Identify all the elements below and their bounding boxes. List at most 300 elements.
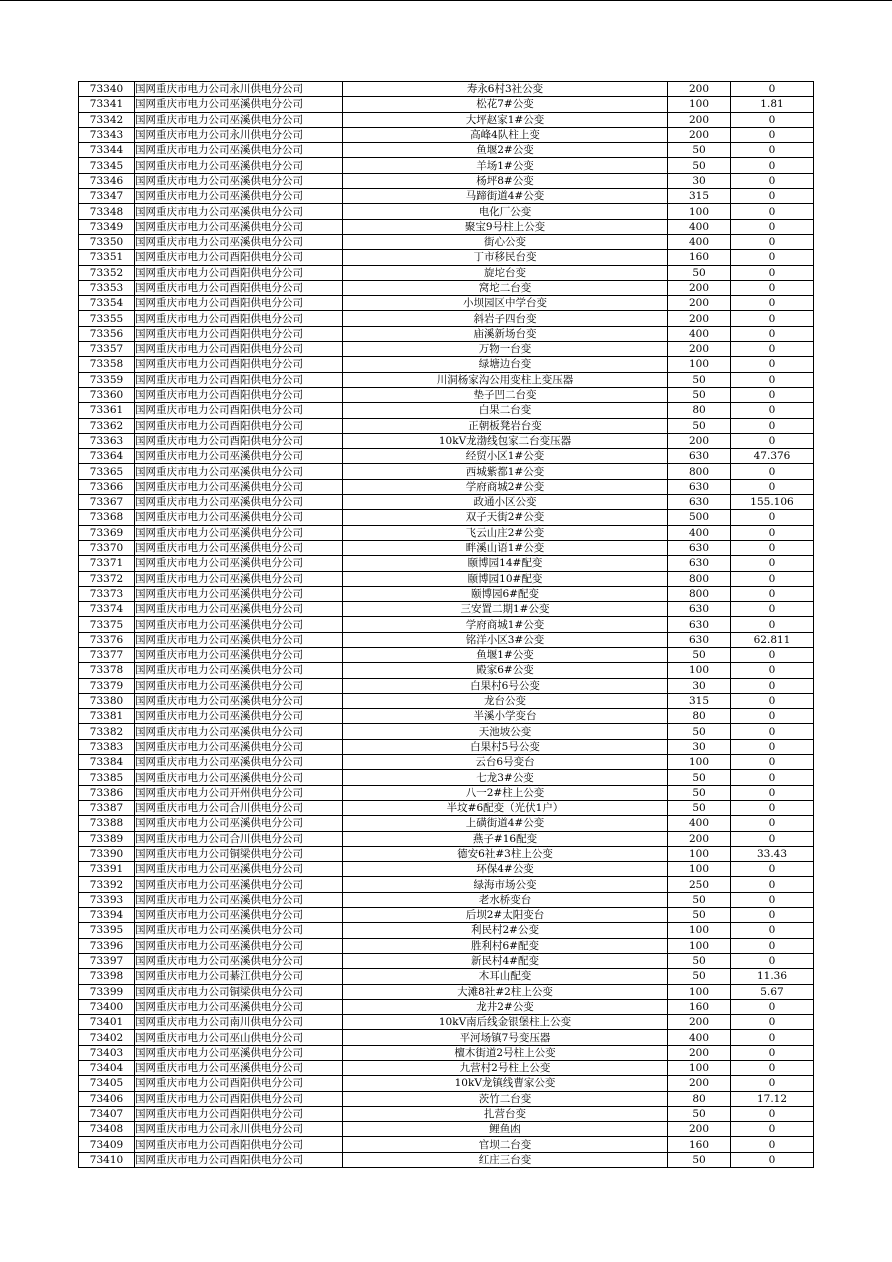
row-id-cell: 73357 [79, 342, 135, 357]
table-row [79, 495, 814, 510]
transformer-name-cell: 平河场镇7号变压器 [343, 1030, 668, 1045]
company-cell: 国网重庆市电力公司巫溪供电分公司 [135, 678, 343, 693]
company-cell: 国网重庆市电力公司巫溪供电分公司 [135, 495, 343, 510]
transformer-name-cell: 10kV龙镇线曹家公变 [343, 1076, 668, 1091]
transformer-name-cell: 环保4#公变 [343, 862, 668, 877]
row-id-cell: 73373 [79, 586, 135, 601]
transformer-name-cell: 铭洋小区3#公变 [343, 632, 668, 647]
table-row [79, 189, 814, 204]
transformer-name-cell: 飞云山庄2#公变 [343, 525, 668, 540]
data-table [78, 81, 814, 1168]
table-row [79, 785, 814, 800]
row-id-cell: 73372 [79, 571, 135, 586]
row-id-cell: 73352 [79, 265, 135, 280]
value-cell: 0 [731, 1106, 814, 1121]
table-row [79, 755, 814, 770]
row-id-cell: 73407 [79, 1106, 135, 1121]
row-id-cell: 73359 [79, 372, 135, 387]
company-cell: 国网重庆市电力公司巫溪供电分公司 [135, 632, 343, 647]
transformer-name-cell: 红庄三台变 [343, 1152, 668, 1167]
value-cell: 0 [731, 219, 814, 234]
capacity-cell: 200 [668, 296, 731, 311]
row-id-cell: 73347 [79, 189, 135, 204]
company-cell: 国网重庆市电力公司酉阳供电分公司 [135, 1152, 343, 1167]
row-id-cell: 73400 [79, 999, 135, 1014]
row-id-cell: 73344 [79, 143, 135, 158]
row-id-cell: 73349 [79, 219, 135, 234]
capacity-cell: 200 [668, 1045, 731, 1060]
value-cell: 0 [731, 908, 814, 923]
capacity-cell: 30 [668, 739, 731, 754]
value-cell: 0 [731, 1030, 814, 1045]
company-cell: 国网重庆市电力公司酉阳供电分公司 [135, 372, 343, 387]
transformer-name-cell: 利民村2#公变 [343, 923, 668, 938]
transformer-name-cell: 垫子凹二台变 [343, 387, 668, 402]
transformer-name-cell: 大坪赵家1#公变 [343, 112, 668, 127]
company-cell: 国网重庆市电力公司巫溪供电分公司 [135, 479, 343, 494]
table-row [79, 82, 814, 97]
row-id-cell: 73376 [79, 632, 135, 647]
company-cell: 国网重庆市电力公司巫溪供电分公司 [135, 571, 343, 586]
company-cell: 国网重庆市电力公司巫溪供电分公司 [135, 862, 343, 877]
value-cell: 0 [731, 479, 814, 494]
row-id-cell: 73408 [79, 1122, 135, 1137]
table-row [79, 770, 814, 785]
capacity-cell: 400 [668, 326, 731, 341]
transformer-name-cell: 德安6社#3柱上公变 [343, 846, 668, 861]
table-row [79, 892, 814, 907]
company-cell: 国网重庆市电力公司南川供电分公司 [135, 1015, 343, 1030]
transformer-name-cell: 马蹄街道4#公变 [343, 189, 668, 204]
row-id-cell: 73345 [79, 158, 135, 173]
transformer-name-cell: 九营村2号柱上公变 [343, 1061, 668, 1076]
row-id-cell: 73386 [79, 785, 135, 800]
company-cell: 国网重庆市电力公司酉阳供电分公司 [135, 296, 343, 311]
value-cell: 0 [731, 1015, 814, 1030]
capacity-cell: 100 [668, 862, 731, 877]
company-cell: 国网重庆市电力公司巫溪供电分公司 [135, 938, 343, 953]
capacity-cell: 500 [668, 510, 731, 525]
transformer-name-cell: 寿永6村3社公变 [343, 82, 668, 97]
capacity-cell: 630 [668, 479, 731, 494]
table-row [79, 464, 814, 479]
table-row [79, 158, 814, 173]
row-id-cell: 73358 [79, 357, 135, 372]
transformer-name-cell: 三安置二期1#公变 [343, 602, 668, 617]
value-cell: 0 [731, 892, 814, 907]
row-id-cell: 73391 [79, 862, 135, 877]
value-cell: 0 [731, 127, 814, 142]
company-cell: 国网重庆市电力公司酉阳供电分公司 [135, 418, 343, 433]
capacity-cell: 630 [668, 556, 731, 571]
row-id-cell: 73382 [79, 724, 135, 739]
table-row [79, 938, 814, 953]
row-id-cell: 73341 [79, 97, 135, 112]
value-cell: 17.12 [731, 1091, 814, 1106]
capacity-cell: 315 [668, 693, 731, 708]
value-cell: 0 [731, 357, 814, 372]
transformer-name-cell: 胜利村6#配变 [343, 938, 668, 953]
table-row [79, 862, 814, 877]
row-id-cell: 73365 [79, 464, 135, 479]
company-cell: 国网重庆市电力公司开州供电分公司 [135, 785, 343, 800]
row-id-cell: 73346 [79, 173, 135, 188]
capacity-cell: 100 [668, 938, 731, 953]
value-cell: 0 [731, 693, 814, 708]
value-cell: 0 [731, 510, 814, 525]
row-id-cell: 73397 [79, 953, 135, 968]
table-row [79, 387, 814, 402]
capacity-cell: 200 [668, 433, 731, 448]
table-row [79, 127, 814, 142]
table-row [79, 586, 814, 601]
transformer-name-cell: 绿塘边台变 [343, 357, 668, 372]
capacity-cell: 50 [668, 372, 731, 387]
table-row [79, 357, 814, 372]
value-cell: 0 [731, 204, 814, 219]
value-cell: 33.43 [731, 846, 814, 861]
capacity-cell: 160 [668, 250, 731, 265]
capacity-cell: 100 [668, 1061, 731, 1076]
table-row [79, 510, 814, 525]
value-cell: 0 [731, 418, 814, 433]
transformer-name-cell: 电化厂公变 [343, 204, 668, 219]
table-row [79, 1045, 814, 1060]
transformer-name-cell: 半溪小学变台 [343, 709, 668, 724]
transformer-name-cell: 檀木街道2号柱上公变 [343, 1045, 668, 1060]
capacity-cell: 50 [668, 770, 731, 785]
value-cell: 0 [731, 953, 814, 968]
company-cell: 国网重庆市电力公司铜梁供电分公司 [135, 846, 343, 861]
company-cell: 国网重庆市电力公司酉阳供电分公司 [135, 250, 343, 265]
transformer-name-cell: 颐博园14#配变 [343, 556, 668, 571]
company-cell: 国网重庆市电力公司巫溪供电分公司 [135, 663, 343, 678]
value-cell: 0 [731, 265, 814, 280]
company-cell: 国网重庆市电力公司酉阳供电分公司 [135, 387, 343, 402]
row-id-cell: 73392 [79, 877, 135, 892]
transformer-name-cell: 半坟#6配变（光伏1户） [343, 800, 668, 815]
capacity-cell: 50 [668, 892, 731, 907]
value-cell: 0 [731, 433, 814, 448]
company-cell: 国网重庆市电力公司巫溪供电分公司 [135, 1061, 343, 1076]
row-id-cell: 73348 [79, 204, 135, 219]
capacity-cell: 200 [668, 1015, 731, 1030]
row-id-cell: 73342 [79, 112, 135, 127]
table-row [79, 265, 814, 280]
page-top-rule [0, 0, 892, 1]
value-cell: 155.106 [731, 495, 814, 510]
transformer-name-cell: 羊场1#公变 [343, 158, 668, 173]
transformer-name-cell: 殿家6#公变 [343, 663, 668, 678]
table-row [79, 296, 814, 311]
table-row [79, 403, 814, 418]
row-id-cell: 73353 [79, 280, 135, 295]
capacity-cell: 315 [668, 189, 731, 204]
capacity-cell: 100 [668, 755, 731, 770]
transformer-name-cell: 木耳山配变 [343, 969, 668, 984]
capacity-cell: 50 [668, 647, 731, 662]
company-cell: 国网重庆市电力公司酉阳供电分公司 [135, 1091, 343, 1106]
company-cell: 国网重庆市电力公司巫溪供电分公司 [135, 617, 343, 632]
value-cell: 62.811 [731, 632, 814, 647]
transformer-name-cell: 窝坨二台变 [343, 280, 668, 295]
value-cell: 0 [731, 862, 814, 877]
company-cell: 国网重庆市电力公司酉阳供电分公司 [135, 1106, 343, 1121]
value-cell: 0 [731, 709, 814, 724]
capacity-cell: 630 [668, 632, 731, 647]
table-row [79, 663, 814, 678]
table-row [79, 953, 814, 968]
row-id-cell: 73377 [79, 647, 135, 662]
company-cell: 国网重庆市电力公司巫溪供电分公司 [135, 693, 343, 708]
table-row [79, 816, 814, 831]
row-id-cell: 73388 [79, 816, 135, 831]
capacity-cell: 50 [668, 158, 731, 173]
capacity-cell: 100 [668, 663, 731, 678]
row-id-cell: 73384 [79, 755, 135, 770]
row-id-cell: 73406 [79, 1091, 135, 1106]
table-row [79, 250, 814, 265]
value-cell: 0 [731, 143, 814, 158]
transformer-name-cell: 松花7#公变 [343, 97, 668, 112]
capacity-cell: 800 [668, 571, 731, 586]
table-row [79, 724, 814, 739]
table-row [79, 739, 814, 754]
capacity-cell: 100 [668, 97, 731, 112]
capacity-cell: 50 [668, 265, 731, 280]
table-row [79, 204, 814, 219]
table-row [79, 479, 814, 494]
table-row [79, 678, 814, 693]
transformer-name-cell: 庙溪新场台变 [343, 326, 668, 341]
value-cell: 0 [731, 1122, 814, 1137]
table-row [79, 173, 814, 188]
row-id-cell: 73409 [79, 1137, 135, 1152]
table-row [79, 632, 814, 647]
table-row [79, 693, 814, 708]
capacity-cell: 30 [668, 678, 731, 693]
capacity-cell: 800 [668, 464, 731, 479]
row-id-cell: 73360 [79, 387, 135, 402]
table-row [79, 525, 814, 540]
capacity-cell: 200 [668, 1122, 731, 1137]
transformer-name-cell: 燕子#16配变 [343, 831, 668, 846]
company-cell: 国网重庆市电力公司綦江供电分公司 [135, 969, 343, 984]
value-cell: 0 [731, 464, 814, 479]
row-id-cell: 73405 [79, 1076, 135, 1091]
value-cell: 0 [731, 831, 814, 846]
row-id-cell: 73374 [79, 602, 135, 617]
value-cell: 0 [731, 234, 814, 249]
table-row [79, 1076, 814, 1091]
row-id-cell: 73380 [79, 693, 135, 708]
capacity-cell: 80 [668, 709, 731, 724]
capacity-cell: 100 [668, 204, 731, 219]
row-id-cell: 73396 [79, 938, 135, 953]
capacity-cell: 800 [668, 586, 731, 601]
transformer-name-cell: 万物一台变 [343, 342, 668, 357]
row-id-cell: 73366 [79, 479, 135, 494]
transformer-name-cell: 鱼堰2#公变 [343, 143, 668, 158]
table-row [79, 1030, 814, 1045]
value-cell: 0 [731, 617, 814, 632]
company-cell: 国网重庆市电力公司巫溪供电分公司 [135, 770, 343, 785]
transformer-name-cell: 云台6号变台 [343, 755, 668, 770]
transformer-name-cell: 双子天街2#公变 [343, 510, 668, 525]
row-id-cell: 73402 [79, 1030, 135, 1045]
value-cell: 0 [731, 112, 814, 127]
company-cell: 国网重庆市电力公司巫溪供电分公司 [135, 647, 343, 662]
value-cell: 0 [731, 602, 814, 617]
company-cell: 国网重庆市电力公司巫溪供电分公司 [135, 97, 343, 112]
capacity-cell: 200 [668, 82, 731, 97]
capacity-cell: 50 [668, 785, 731, 800]
table-row [79, 923, 814, 938]
capacity-cell: 200 [668, 127, 731, 142]
capacity-cell: 160 [668, 999, 731, 1014]
transformer-name-cell: 七龙3#公变 [343, 770, 668, 785]
transformer-name-cell: 大滩8社#2柱上公变 [343, 984, 668, 999]
capacity-cell: 160 [668, 1137, 731, 1152]
transformer-name-cell: 上磺街道4#公变 [343, 816, 668, 831]
capacity-cell: 50 [668, 418, 731, 433]
value-cell: 0 [731, 785, 814, 800]
company-cell: 国网重庆市电力公司酉阳供电分公司 [135, 1076, 343, 1091]
company-cell: 国网重庆市电力公司巫溪供电分公司 [135, 510, 343, 525]
company-cell: 国网重庆市电力公司巫山供电分公司 [135, 1030, 343, 1045]
company-cell: 国网重庆市电力公司酉阳供电分公司 [135, 357, 343, 372]
company-cell: 国网重庆市电力公司巫溪供电分公司 [135, 953, 343, 968]
transformer-name-cell: 高峰4队柱上变 [343, 127, 668, 142]
table-row [79, 1015, 814, 1030]
transformer-name-cell: 白果村5号公变 [343, 739, 668, 754]
value-cell: 0 [731, 755, 814, 770]
row-id-cell: 73390 [79, 846, 135, 861]
row-id-cell: 73404 [79, 1061, 135, 1076]
transformer-name-cell: 天池坡公变 [343, 724, 668, 739]
row-id-cell: 73370 [79, 540, 135, 555]
company-cell: 国网重庆市电力公司巫溪供电分公司 [135, 158, 343, 173]
capacity-cell: 630 [668, 540, 731, 555]
table-row [79, 143, 814, 158]
value-cell: 0 [731, 250, 814, 265]
row-id-cell: 73398 [79, 969, 135, 984]
company-cell: 国网重庆市电力公司巫溪供电分公司 [135, 602, 343, 617]
row-id-cell: 73383 [79, 739, 135, 754]
row-id-cell: 73394 [79, 908, 135, 923]
company-cell: 国网重庆市电力公司永川供电分公司 [135, 127, 343, 142]
value-cell: 0 [731, 586, 814, 601]
capacity-cell: 50 [668, 1152, 731, 1167]
table-body [79, 82, 814, 1168]
company-cell: 国网重庆市电力公司巫溪供电分公司 [135, 877, 343, 892]
transformer-name-cell: 老水桥变台 [343, 892, 668, 907]
value-cell: 0 [731, 938, 814, 953]
company-cell: 国网重庆市电力公司巫溪供电分公司 [135, 1045, 343, 1060]
capacity-cell: 100 [668, 846, 731, 861]
company-cell: 国网重庆市电力公司铜梁供电分公司 [135, 984, 343, 999]
company-cell: 国网重庆市电力公司巫溪供电分公司 [135, 556, 343, 571]
company-cell: 国网重庆市电力公司巫溪供电分公司 [135, 189, 343, 204]
company-cell: 国网重庆市电力公司永川供电分公司 [135, 82, 343, 97]
company-cell: 国网重庆市电力公司巫溪供电分公司 [135, 923, 343, 938]
capacity-cell: 630 [668, 617, 731, 632]
capacity-cell: 200 [668, 112, 731, 127]
row-id-cell: 73355 [79, 311, 135, 326]
value-cell: 0 [731, 158, 814, 173]
transformer-name-cell: 10kV南后线金银堡柱上公变 [343, 1015, 668, 1030]
table-row [79, 984, 814, 999]
table-row [79, 831, 814, 846]
capacity-cell: 400 [668, 816, 731, 831]
row-id-cell: 73401 [79, 1015, 135, 1030]
row-id-cell: 73387 [79, 800, 135, 815]
table-row [79, 112, 814, 127]
company-cell: 国网重庆市电力公司巫溪供电分公司 [135, 999, 343, 1014]
value-cell: 0 [731, 403, 814, 418]
transformer-name-cell: 后坝2#太阳变台 [343, 908, 668, 923]
row-id-cell: 73364 [79, 449, 135, 464]
row-id-cell: 73399 [79, 984, 135, 999]
transformer-name-cell: 鲤鱼凼 [343, 1122, 668, 1137]
table-row [79, 571, 814, 586]
value-cell: 0 [731, 280, 814, 295]
transformer-name-cell: 龙台公变 [343, 693, 668, 708]
table-row [79, 908, 814, 923]
value-cell: 0 [731, 372, 814, 387]
row-id-cell: 73356 [79, 326, 135, 341]
table-row [79, 969, 814, 984]
company-cell: 国网重庆市电力公司巫溪供电分公司 [135, 234, 343, 249]
table-row [79, 449, 814, 464]
table-row [79, 1122, 814, 1137]
value-cell: 0 [731, 647, 814, 662]
value-cell: 0 [731, 342, 814, 357]
table-row [79, 617, 814, 632]
table-row [79, 602, 814, 617]
value-cell: 0 [731, 556, 814, 571]
transformer-name-cell: 龙井2#公变 [343, 999, 668, 1014]
transformer-name-cell: 经贸小区1#公变 [343, 449, 668, 464]
transformer-name-cell: 正朝板凳岩台变 [343, 418, 668, 433]
capacity-cell: 80 [668, 1091, 731, 1106]
capacity-cell: 50 [668, 1106, 731, 1121]
company-cell: 国网重庆市电力公司巫溪供电分公司 [135, 816, 343, 831]
capacity-cell: 630 [668, 602, 731, 617]
company-cell: 国网重庆市电力公司合川供电分公司 [135, 800, 343, 815]
value-cell: 0 [731, 1076, 814, 1091]
value-cell: 0 [731, 1045, 814, 1060]
transformer-name-cell: 聚宝9号柱上公变 [343, 219, 668, 234]
company-cell: 国网重庆市电力公司酉阳供电分公司 [135, 342, 343, 357]
capacity-cell: 200 [668, 311, 731, 326]
row-id-cell: 73354 [79, 296, 135, 311]
table-row [79, 540, 814, 555]
value-cell: 47.376 [731, 449, 814, 464]
value-cell: 0 [731, 739, 814, 754]
table-row [79, 280, 814, 295]
capacity-cell: 50 [668, 953, 731, 968]
company-cell: 国网重庆市电力公司酉阳供电分公司 [135, 326, 343, 341]
value-cell: 0 [731, 296, 814, 311]
value-cell: 0 [731, 387, 814, 402]
table-row [79, 647, 814, 662]
capacity-cell: 200 [668, 831, 731, 846]
row-id-cell: 73371 [79, 556, 135, 571]
row-id-cell: 73369 [79, 525, 135, 540]
capacity-cell: 200 [668, 342, 731, 357]
transformer-name-cell: 八一2#柱上公变 [343, 785, 668, 800]
